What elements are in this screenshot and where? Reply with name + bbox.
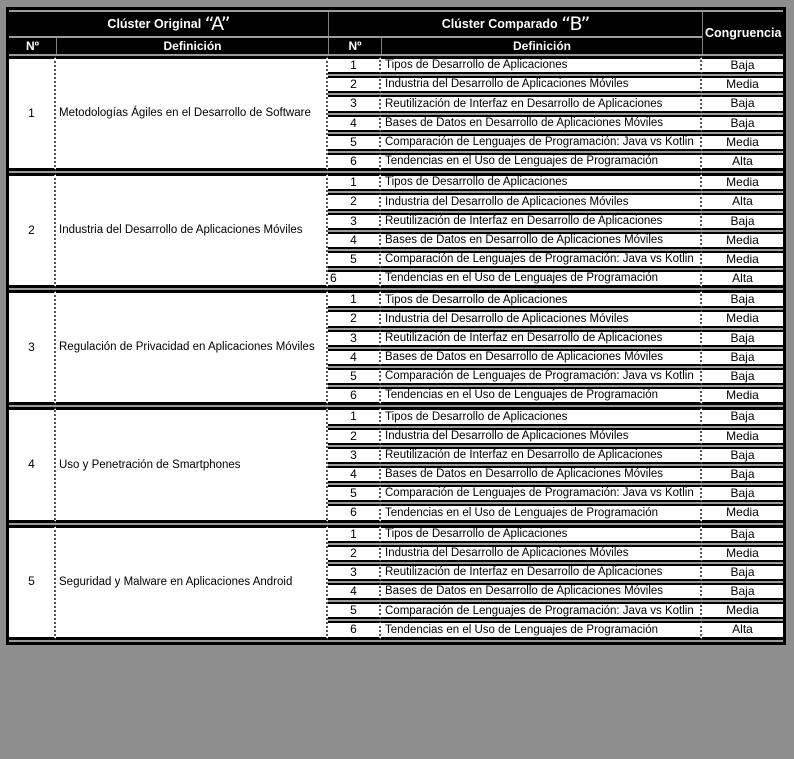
cluster-a-number-cell: 1 <box>9 56 56 171</box>
cluster-b-letter: “B” <box>561 13 590 35</box>
cluster-b-definition-cell: Tendencias en el Uso de Lenguajes de Programación <box>381 270 702 288</box>
cluster-a-number-cell: 3 <box>9 290 56 405</box>
cluster-b-definition-cell: Tendencias en el Uso de Lenguajes de Programación <box>381 621 702 639</box>
congruencia-cell: Media <box>702 545 783 562</box>
congruencia-cell: Media <box>702 134 783 151</box>
cluster-a-number-cell: 2 <box>9 173 56 288</box>
comparison-row <box>9 56 783 74</box>
cluster-b-definition-cell: Comparación de Lenguajes de Programación: Java vs Kotlin <box>381 134 702 151</box>
congruencia-cell: Media <box>702 504 783 522</box>
cluster-b-definition-cell: Reutilización de Interfaz en Desarrollo de Aplicaciones <box>381 213 702 230</box>
cluster-b-number-cell: 5 <box>328 251 381 268</box>
congruencia-cell: Baja <box>702 407 783 425</box>
cluster-b-definition-cell: Reutilización de Interfaz en Desarrollo de Aplicaciones <box>381 447 702 464</box>
cluster-a-letter: “A” <box>204 13 230 35</box>
cluster-b-definition-cell: Industria del Desarrollo de Aplicaciones Móviles <box>381 545 702 562</box>
header-row-columns <box>9 38 783 54</box>
header-cluster-a <box>9 12 328 36</box>
cluster-b-title: Clúster Comparado <box>441 17 558 31</box>
congruencia-cell: Media <box>702 173 783 191</box>
cluster-b-number-cell: 4 <box>328 583 381 600</box>
cluster-b-definition-cell: Tipos de Desarrollo de Aplicaciones <box>381 173 702 191</box>
cluster-a-number-cell: 4 <box>9 407 56 522</box>
congruencia-cell: Baja <box>702 349 783 366</box>
congruencia-cell: Media <box>702 232 783 249</box>
cluster-b-number-cell: 6 <box>328 153 381 171</box>
cluster-b-definition-cell: Tipos de Desarrollo de Aplicaciones <box>381 56 702 74</box>
header-a-definition: Definición <box>56 38 328 54</box>
cluster-a-title: Clúster Original <box>107 17 202 31</box>
congruencia-cell: Baja <box>702 115 783 132</box>
congruencia-cell: Baja <box>702 583 783 600</box>
cluster-b-number-cell: 4 <box>328 232 381 249</box>
congruencia-cell: Alta <box>702 270 783 288</box>
cluster-b-definition-cell: Bases de Datos en Desarrollo de Aplicaciones Móviles <box>381 232 702 249</box>
congruencia-cell: Baja <box>702 368 783 385</box>
cluster-b-definition-cell: Bases de Datos en Desarrollo de Aplicaciones Móviles <box>381 349 702 366</box>
cluster-b-definition-cell: Industria del Desarrollo de Aplicaciones Móviles <box>381 310 702 327</box>
cluster-a-definition-cell: Industria del Desarrollo de Aplicaciones Móviles <box>56 173 328 288</box>
cluster-comparison-table <box>6 7 786 645</box>
cluster-b-definition-cell: Industria del Desarrollo de Aplicaciones Móviles <box>381 76 702 93</box>
congruencia-cell: Media <box>702 602 783 619</box>
congruencia-cell: Media <box>702 76 783 93</box>
cluster-b-definition-cell: Comparación de Lenguajes de Programación: Java vs Kotlin <box>381 368 702 385</box>
cluster-b-definition-cell: Reutilización de Interfaz en Desarrollo de Aplicaciones <box>381 330 702 347</box>
cluster-a-definition-cell: Seguridad y Malware en Aplicaciones Android <box>56 525 328 640</box>
cluster-b-number-cell: 1 <box>328 173 381 191</box>
congruencia-cell: Baja <box>702 95 783 112</box>
comparison-row <box>9 525 783 543</box>
cluster-b-definition-cell: Bases de Datos en Desarrollo de Aplicaciones Móviles <box>381 466 702 483</box>
cluster-b-number-cell: 1 <box>328 525 381 543</box>
header-row-clusters <box>9 12 783 36</box>
cluster-b-number-cell: 3 <box>328 95 381 112</box>
header-b-num: Nº <box>328 38 381 54</box>
table-header <box>9 12 783 54</box>
cluster-b-number-cell: 3 <box>328 564 381 581</box>
cluster-b-number-cell: 5 <box>328 485 381 502</box>
cluster-b-number-cell: 5 <box>328 368 381 385</box>
congruencia-cell: Media <box>702 387 783 405</box>
cluster-b-definition-cell: Reutilización de Interfaz en Desarrollo de Aplicaciones <box>381 564 702 581</box>
congruencia-cell: Media <box>702 428 783 445</box>
cluster-b-number-cell: 2 <box>328 76 381 93</box>
cluster-b-definition-cell: Tipos de Desarrollo de Aplicaciones <box>381 525 702 543</box>
congruencia-cell: Baja <box>702 213 783 230</box>
congruencia-cell: Baja <box>702 564 783 581</box>
congruencia-cell: Baja <box>702 56 783 74</box>
cluster-b-definition-cell: Industria del Desarrollo de Aplicaciones Móviles <box>381 193 702 210</box>
cluster-b-definition-cell: Comparación de Lenguajes de Programación: Java vs Kotlin <box>381 251 702 268</box>
comparison-row <box>9 407 783 425</box>
table-body <box>9 56 783 640</box>
cluster-b-definition-cell: Bases de Datos en Desarrollo de Aplicaciones Móviles <box>381 115 702 132</box>
congruencia-cell: Media <box>702 310 783 327</box>
cluster-b-definition-cell: Reutilización de Interfaz en Desarrollo de Aplicaciones <box>381 95 702 112</box>
congruencia-cell: Baja <box>702 330 783 347</box>
header-a-num: Nº <box>9 38 56 54</box>
comparison-row <box>9 290 783 308</box>
cluster-b-definition-cell: Tendencias en el Uso de Lenguajes de Programación <box>381 504 702 522</box>
cluster-b-definition-cell: Comparación de Lenguajes de Programación: Java vs Kotlin <box>381 602 702 619</box>
congruencia-cell: Baja <box>702 290 783 308</box>
cluster-b-number-cell: 6 <box>328 504 381 522</box>
congruencia-cell: Baja <box>702 525 783 543</box>
cluster-b-number-cell: 6 <box>328 621 381 639</box>
cluster-b-number-cell: 2 <box>328 193 381 210</box>
cluster-b-number-cell: 1 <box>328 407 381 425</box>
cluster-b-definition-cell: Tipos de Desarrollo de Aplicaciones <box>381 407 702 425</box>
cluster-b-definition-cell: Tendencias en el Uso de Lenguajes de Programación <box>381 153 702 171</box>
congruencia-cell: Baja <box>702 466 783 483</box>
congruencia-cell: Baja <box>702 447 783 464</box>
cluster-b-number-cell: 2 <box>328 545 381 562</box>
cluster-b-number-cell: 3 <box>328 213 381 230</box>
congruencia-cell: Baja <box>702 485 783 502</box>
cluster-b-number-cell: 3 <box>328 447 381 464</box>
cluster-b-number-cell: 5 <box>328 602 381 619</box>
congruencia-cell: Alta <box>702 153 783 171</box>
cluster-b-definition-cell: Tendencias en el Uso de Lenguajes de Programación <box>381 387 702 405</box>
cluster-b-number-cell: 4 <box>328 466 381 483</box>
cluster-b-number-cell: 5 <box>328 134 381 151</box>
cluster-b-number-cell: 6 <box>328 387 381 405</box>
cluster-a-definition-cell: Metodologías Ágiles en el Desarrollo de Software <box>56 56 328 171</box>
cluster-b-definition-cell: Comparación de Lenguajes de Programación: Java vs Kotlin <box>381 485 702 502</box>
cluster-b-number-cell: 4 <box>328 115 381 132</box>
cluster-b-number-cell: 4 <box>328 349 381 366</box>
header-cluster-b <box>328 12 702 36</box>
cluster-b-number-cell: 3 <box>328 330 381 347</box>
cluster-b-definition-cell: Tipos de Desarrollo de Aplicaciones <box>381 290 702 308</box>
cluster-a-definition-cell: Uso y Penetración de Smartphones <box>56 407 328 522</box>
cluster-b-number-cell: 2 <box>328 310 381 327</box>
header-b-definition: Definición <box>381 38 702 54</box>
cluster-b-definition-cell: Bases de Datos en Desarrollo de Aplicaciones Móviles <box>381 583 702 600</box>
congruencia-cell: Alta <box>702 193 783 210</box>
cluster-a-number-cell: 5 <box>9 525 56 640</box>
comparison-row <box>9 173 783 191</box>
cluster-a-definition-cell: Regulación de Privacidad en Aplicaciones Móviles <box>56 290 328 405</box>
cluster-b-number-cell: 6 <box>328 270 381 288</box>
congruencia-cell: Alta <box>702 621 783 639</box>
cluster-b-number-cell: 1 <box>328 56 381 74</box>
cluster-b-definition-cell: Industria del Desarrollo de Aplicaciones Móviles <box>381 428 702 445</box>
cluster-b-number-cell: 1 <box>328 290 381 308</box>
congruencia-cell: Media <box>702 251 783 268</box>
cluster-b-number-cell: 2 <box>328 428 381 445</box>
header-congruencia: Congruencia <box>702 12 783 54</box>
